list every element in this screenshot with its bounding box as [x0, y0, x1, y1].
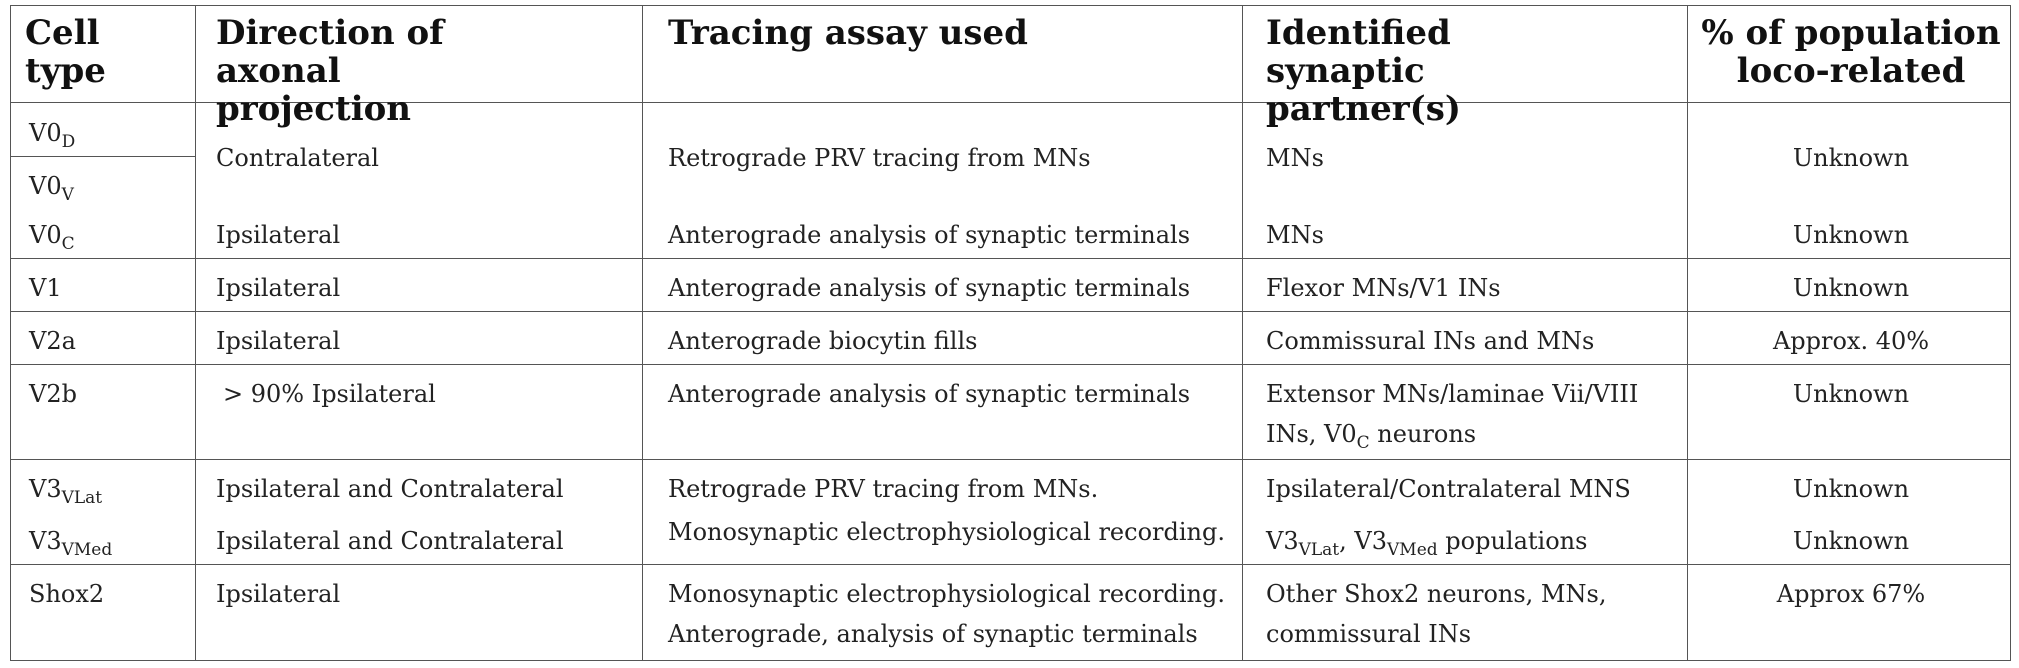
partners-v1: Flexor MNs/V1 INs: [1266, 274, 1501, 302]
header-partners: Identified synaptic partner(s): [1266, 13, 1462, 129]
cell-type-v2a: V2a: [29, 327, 76, 355]
percent-shox2: Approx 67%: [1776, 580, 1926, 608]
cell-type-v0c: $V0_C$: [29, 221, 75, 254]
assay-v2b: Anterograde analysis of synaptic terminals: [668, 380, 1191, 408]
percent-v0c: Unknown: [1792, 221, 1910, 249]
row-rule: [11, 564, 2010, 565]
header-cell-type: Cell type: [25, 13, 106, 91]
direction-v0c: Ipsilateral: [216, 221, 341, 249]
cell-type-v3vmed: $V3_{VMed}$: [29, 527, 113, 560]
cell-type-shox2: Shox2: [29, 580, 105, 608]
partners-v0dv: MNs: [1266, 144, 1324, 172]
header-direction: Direction of axonal projection: [216, 13, 444, 129]
direction-v0dv: Contralateral: [216, 144, 379, 172]
partners-v0c: MNs: [1266, 221, 1324, 249]
row-rule: [11, 311, 2010, 312]
assay-v3vlat: Retrograde PRV tracing from MNs.: [668, 475, 1099, 503]
percent-v2a: Approx. 40%: [1772, 327, 1930, 355]
direction-v3vmed: Ipsilateral and Contralateral: [216, 527, 564, 555]
cell-type-v1: V1: [29, 274, 62, 302]
cell-type-v0v: $V0_V$: [29, 172, 74, 205]
column-rule: [642, 6, 643, 660]
column-rule: [1242, 6, 1243, 660]
percent-v1: Unknown: [1792, 274, 1910, 302]
data-table: [10, 5, 2011, 661]
v0d-rule: [11, 156, 195, 157]
partners-v2a: Commissural INs and MNs: [1266, 327, 1595, 355]
cell-type-v2b: V2b: [29, 380, 77, 408]
direction-v2a: Ipsilateral: [216, 327, 341, 355]
column-rule: [195, 6, 196, 660]
partners-v2b-line1: Extensor MNs/laminae Vii/VIII: [1266, 380, 1639, 408]
assay-v0dv: Retrograde PRV tracing from MNs: [668, 144, 1091, 172]
partners-v2b-line2: INs, $V0_C$ neurons: [1266, 420, 1477, 453]
partners-shox2-line1: Other Shox2 neurons, MNs,: [1266, 580, 1607, 608]
direction-v3vlat: Ipsilateral and Contralateral: [216, 475, 564, 503]
assay-v0c: Anterograde analysis of synaptic terminals: [668, 221, 1191, 249]
row-rule: [11, 459, 2010, 460]
percent-v2b: Unknown: [1792, 380, 1910, 408]
row-rule: [11, 258, 2010, 259]
column-rule: [1687, 6, 1688, 660]
direction-v2b: > 90% Ipsilateral: [223, 380, 436, 408]
assay-v1: Anterograde analysis of synaptic terminals: [668, 274, 1191, 302]
percent-v3vlat: Unknown: [1792, 475, 1910, 503]
assay-v2a: Anterograde biocytin fills: [668, 327, 978, 355]
percent-v3vmed: Unknown: [1792, 527, 1910, 555]
partners-v3vmed: $V3_{VLat}$, $V3_{VMed}$ populations: [1266, 527, 1588, 560]
partners-shox2-line2: commissural INs: [1266, 620, 1472, 648]
percent-v0dv: Unknown: [1792, 144, 1910, 172]
cell-type-v0d: $V0_D$: [29, 119, 76, 152]
assay-shox2-line2: Anterograde, analysis of synaptic terminals: [668, 620, 1198, 648]
direction-shox2: Ipsilateral: [216, 580, 341, 608]
partners-v3vlat: Ipsilateral/Contralateral MNS: [1266, 475, 1631, 503]
assay-shox2-line1: Monosynaptic electrophysiological recording.: [668, 580, 1225, 608]
direction-v1: Ipsilateral: [216, 274, 341, 302]
cell-type-v3vlat: $V3_{VLat}$: [29, 475, 103, 508]
row-rule: [11, 364, 2010, 365]
header-percent: % of population loco-related: [1701, 13, 2001, 91]
header-assay: Tracing assay used: [668, 13, 1028, 53]
assay-v3vmed: Monosynaptic electrophysiological recording.: [668, 518, 1225, 546]
